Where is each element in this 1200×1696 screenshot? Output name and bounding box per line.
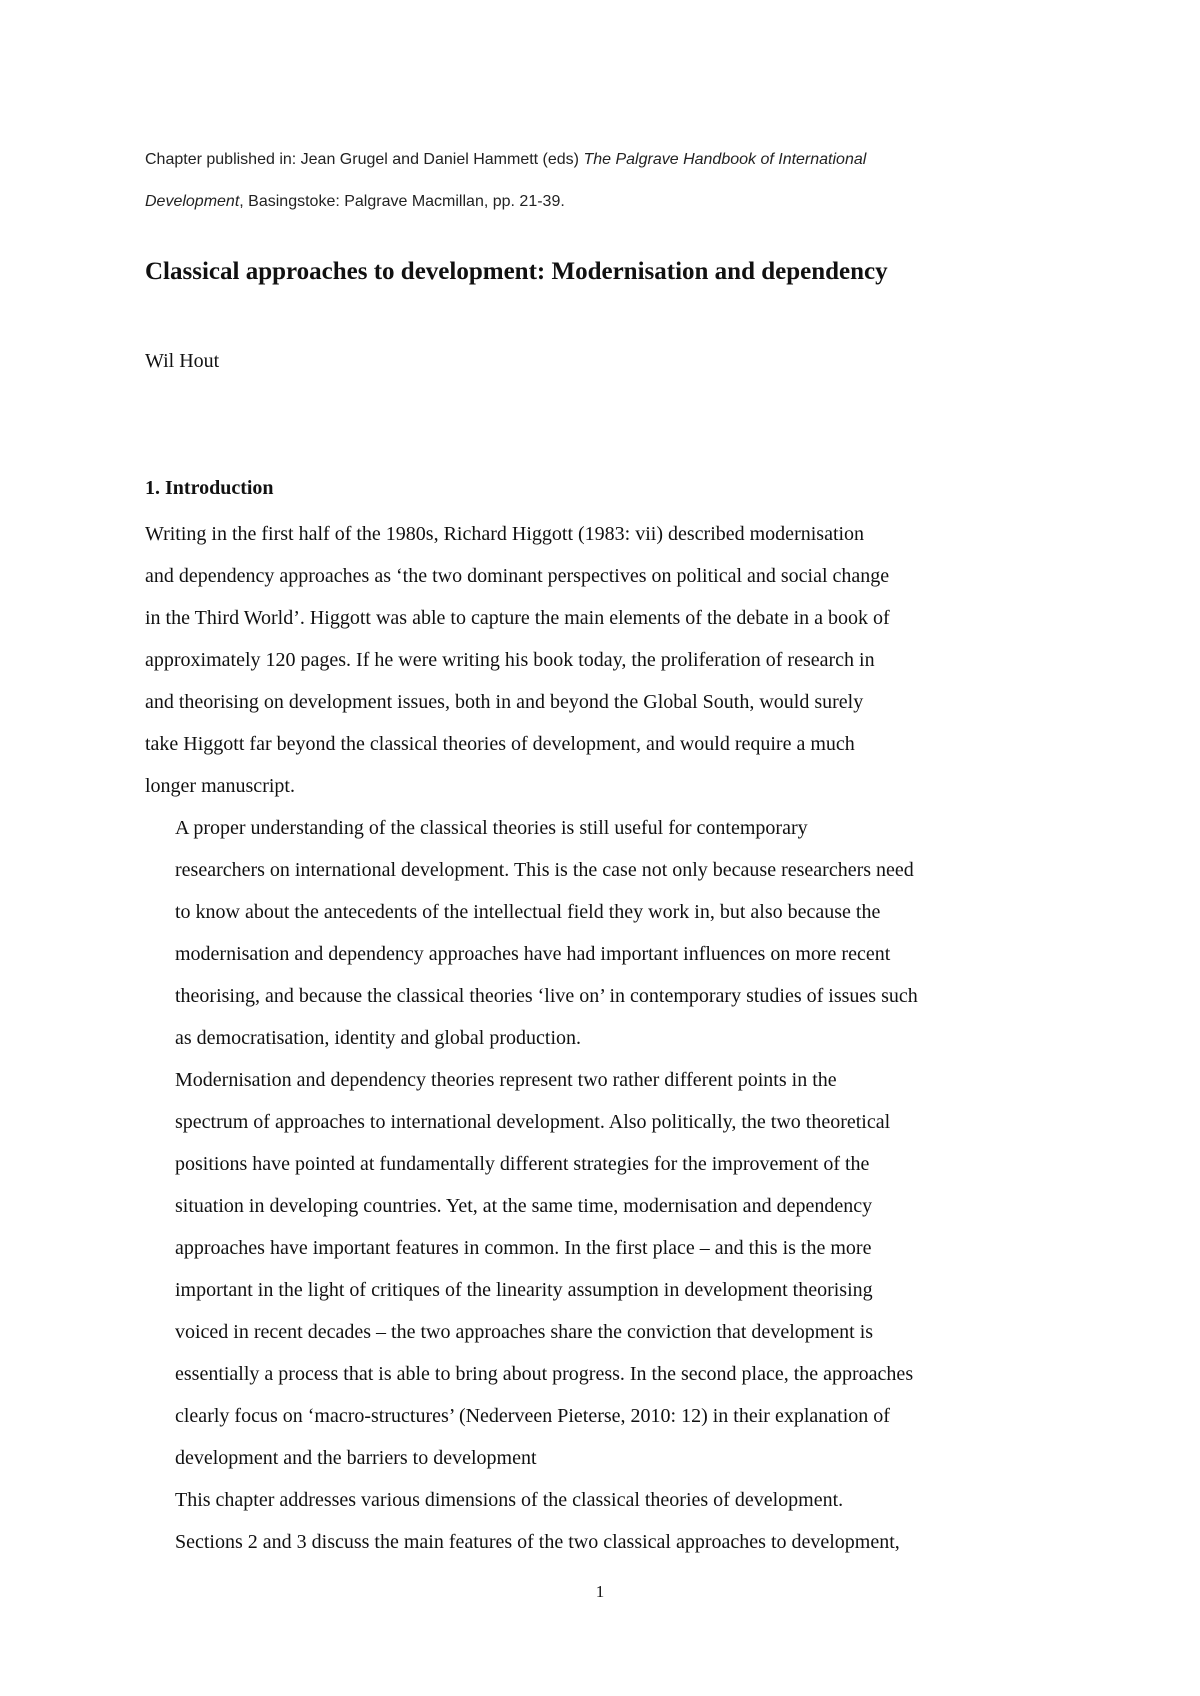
text-line: approximately 120 pages. If he were writing his book today, the proliferation of research in	[145, 649, 875, 671]
section-heading: 1. Introduction	[145, 477, 274, 499]
text-line: essentially a process that is able to bring about progress. In the second place, the approaches	[175, 1363, 914, 1385]
chapter-title: Classical approaches to development: Modernisation and dependency	[145, 258, 888, 285]
text-line: Writing in the first half of the 1980s, Richard Higgott (1983: vii) described modernisation	[145, 523, 865, 545]
text-line: This chapter addresses various dimensions of the classical theories of development.	[175, 1489, 844, 1511]
author-name: Wil Hout	[145, 350, 220, 372]
text-line: longer manuscript.	[145, 775, 295, 797]
text-line: in the Third World’. Higgott was able to capture the main elements of the debate in a book of	[145, 607, 890, 629]
text-line: Sections 2 and 3 discuss the main features of the two classical approaches to development,	[175, 1531, 900, 1553]
paragraph	[145, 1059, 1075, 1479]
paragraph	[145, 807, 1075, 1059]
text-line: important in the light of critiques of the linearity assumption in development theorising	[175, 1279, 873, 1301]
publication-note-line-2: Development, Basingstoke: Palgrave Macmillan, pp. 21-39.	[145, 193, 565, 210]
text-line: development and the barriers to development	[175, 1447, 537, 1469]
text-line: situation in developing countries. Yet, at the same time, modernisation and dependency	[175, 1195, 873, 1217]
page-number: 1	[595, 1582, 605, 1601]
text-line: theorising, and because the classical theories ‘live on’ in contemporary studies of issues such	[175, 985, 918, 1007]
text-line: approaches have important features in common. In the first place – and this is the more	[175, 1237, 872, 1259]
body-text	[145, 513, 1075, 1563]
text-line: and dependency approaches as ‘the two dominant perspectives on political and social change	[145, 565, 890, 587]
text-line: modernisation and dependency approaches have had important influences on more recent	[175, 943, 891, 965]
text-line: voiced in recent decades – the two approaches share the conviction that development is	[175, 1321, 874, 1343]
text-line: and theorising on development issues, both in and beyond the Global South, would surely	[145, 691, 864, 713]
text-line: take Higgott far beyond the classical theories of development, and would require a much	[145, 733, 855, 755]
text-line: as democratisation, identity and global production.	[175, 1027, 582, 1049]
text-line: researchers on international development. This is the case not only because researchers need	[175, 859, 914, 881]
publication-note-line-1: Chapter published in: Jean Grugel and Daniel Hammett (eds) The Palgrave Handbook of International	[145, 151, 867, 168]
paragraph	[145, 1479, 1075, 1563]
paragraph	[145, 513, 1075, 807]
text-line: Modernisation and dependency theories represent two rather different points in the	[175, 1069, 837, 1091]
text-line: to know about the antecedents of the intellectual field they work in, but also because the	[175, 901, 881, 923]
text-line: A proper understanding of the classical theories is still useful for contemporary	[175, 817, 808, 839]
publication-note	[145, 139, 1065, 223]
text-line: clearly focus on ‘macro-structures’ (Nederveen Pieterse, 2010: 12) in their explanation of	[175, 1405, 890, 1427]
text-line: spectrum of approaches to international development. Also politically, the two theoretical	[175, 1111, 891, 1133]
text-line: positions have pointed at fundamentally different strategies for the improvement of the	[175, 1153, 870, 1175]
